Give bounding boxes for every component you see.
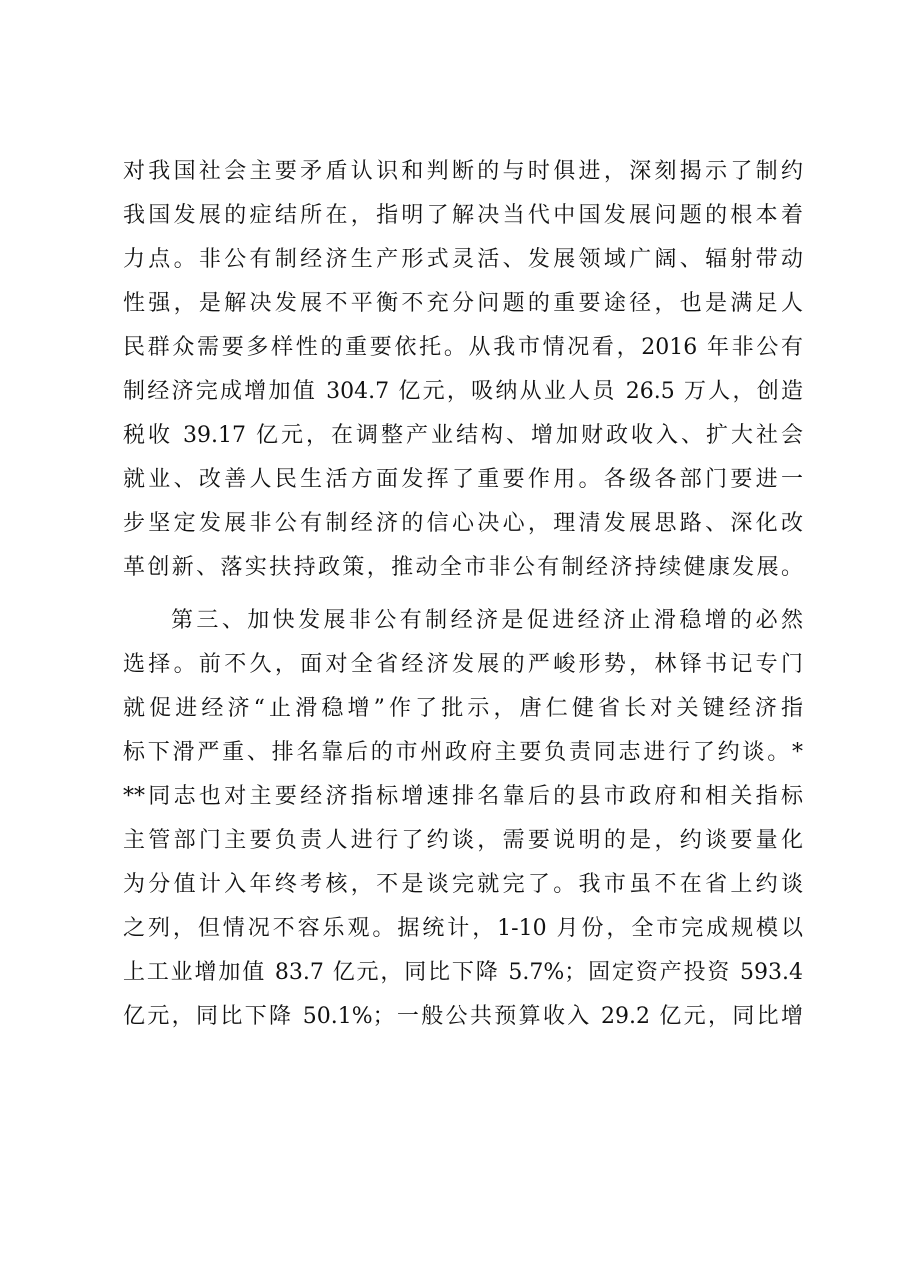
text-line: 主管部门主要负责人进行了约谈，需要说明的是，约谈要量化 — [123, 828, 803, 853]
text-line: **同志也对主要经济指标增速排名靠后的县市政府和相关指标 — [123, 784, 803, 809]
body-text — [123, 150, 803, 1039]
text-line: 对我国社会主要矛盾认识和判断的与时俱进，深刻揭示了制约 — [123, 159, 803, 184]
text-line: 制经济完成增加值 304.7 亿元，吸纳从业人员 26.5 万人，创造 — [123, 379, 803, 404]
text-line: 之列，但情况不容乐观。据统计，1-10 月份，全市完成规模以 — [123, 916, 803, 941]
text-line: 就业、改善人民生活方面发挥了重要作用。各级各部门要进一 — [123, 467, 803, 492]
text-line: 力点。非公有制经济生产形式灵活、发展领域广阔、辐射带动 — [123, 247, 803, 272]
paragraph-spacer — [123, 590, 803, 599]
text-line: 第三、加快发展非公有制经济是促进经济止滑稳增的必然 — [171, 608, 803, 633]
text-line: 我国发展的症结所在，指明了解决当代中国发展问题的根本着 — [123, 203, 803, 228]
text-line: 性强，是解决发展不平衡不充分问题的重要途径，也是满足人 — [123, 291, 803, 316]
text-line: 选择。前不久，面对全省经济发展的严峻形势，林铎书记专门 — [123, 652, 803, 677]
paragraph-2 — [123, 599, 803, 1039]
text-line: 税收 39.17 亿元，在调整产业结构、增加财政收入、扩大社会 — [123, 423, 803, 448]
text-line: 为分值计入年终考核，不是谈完就完了。我市虽不在省上约谈 — [123, 872, 803, 897]
paragraph-1 — [123, 150, 803, 590]
text-line: 亿元，同比下降 50.1%；一般公共预算收入 29.2 亿元，同比增 — [123, 1004, 803, 1029]
text-line: 就促进经济“止滑稳增”作了批示，唐仁健省长对关键经济指 — [123, 696, 803, 721]
text-line: 标下滑严重、排名靠后的市州政府主要负责同志进行了约谈。* — [123, 740, 803, 765]
text-line: 上工业增加值 83.7 亿元，同比下降 5.7%；固定资产投资 593.4 — [123, 960, 803, 985]
text-line: 民群众需要多样性的重要依托。从我市情况看，2016 年非公有 — [123, 335, 803, 360]
text-line: 革创新、落实扶持政策，推动全市非公有制经济持续健康发展。 — [123, 555, 803, 580]
text-line: 步坚定发展非公有制经济的信心决心，理清发展思路、深化改 — [123, 511, 803, 536]
